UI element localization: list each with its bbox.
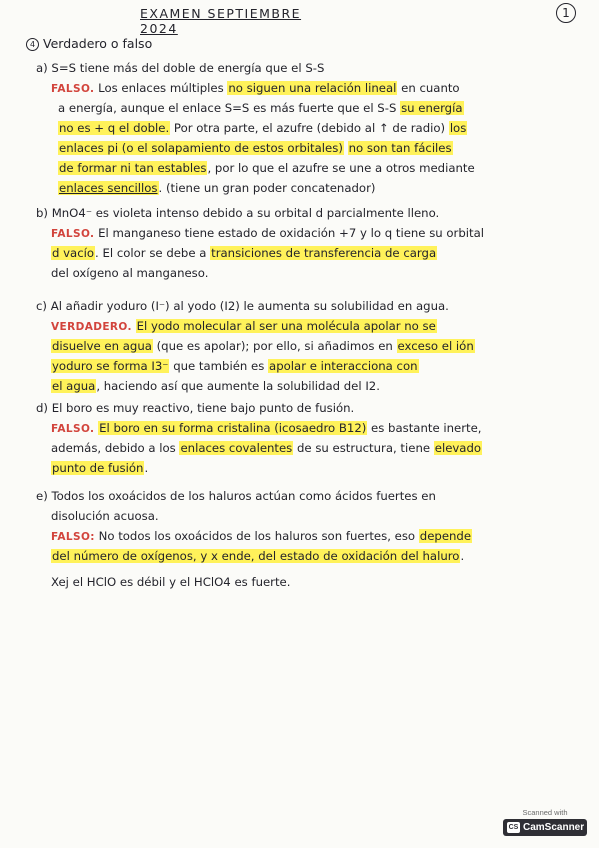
camscanner-logo-icon: CS	[508, 824, 519, 831]
answer-text: , por lo que el azufre se une a otros mediante	[207, 161, 475, 175]
answer-text: . (tiene un gran poder concatenador)	[158, 181, 376, 195]
answer-text: es bastante inerte,	[367, 421, 482, 435]
highlight: del número de oxígenos, y x ende, del estado de oxidación del haluro	[52, 549, 460, 563]
highlight: disuelve en agua	[52, 339, 152, 353]
statement: a) S=S tiene más del doble de energía que el S-S	[36, 61, 325, 75]
highlight: enlaces sencillos	[59, 181, 158, 195]
highlight: elevado	[434, 441, 482, 455]
highlight: d vacío	[52, 246, 95, 260]
item-c	[36, 296, 566, 396]
answer-text: del oxígeno al manganeso.	[51, 266, 209, 280]
page-title: EXAMEN SEPTIEMBRE 2024	[140, 6, 302, 36]
highlight: su energía	[401, 101, 463, 115]
answer-text: que también es	[169, 359, 269, 373]
item-d	[36, 398, 566, 478]
highlight: El yodo molecular al ser una molécula apolar no se	[136, 319, 436, 333]
highlight: yoduro se forma I3⁻	[52, 359, 169, 373]
highlight: depende	[419, 529, 472, 543]
highlight: enlaces covalentes	[180, 441, 293, 455]
camscanner-watermark	[503, 808, 587, 842]
highlight: apolar e interacciona con	[269, 359, 418, 373]
item-b	[36, 203, 566, 283]
answer-text: .	[460, 549, 465, 563]
answer-text: además, debido a los	[51, 441, 180, 455]
verdict: FALSO.	[51, 423, 95, 435]
watermark-caption: Scanned with	[522, 808, 568, 817]
answer-text: de su estructura, tiene	[293, 441, 434, 455]
statement: d) El boro es muy reactivo, tiene bajo punto de fusión.	[36, 401, 355, 415]
question-number: 4	[26, 38, 39, 51]
statement: e) Todos los oxoácidos de los haluros actúan como ácidos fuertes en	[36, 489, 436, 503]
answer-text: Por otra parte, el azufre (debido al ↑ de radio)	[170, 121, 449, 135]
answer-text: Xej el HClO es débil y el HClO4 es fuerte.	[51, 575, 291, 589]
statement: c) Al añadir yoduro (I⁻) al yodo (I2) le aumenta su solubilidad en agua.	[36, 299, 449, 313]
statement-continuation: disolución acuosa.	[51, 509, 159, 523]
answer-text: Los enlaces múltiples	[94, 81, 228, 95]
highlight: no siguen una relación lineal	[228, 81, 397, 95]
answer-text: en cuanto	[397, 81, 460, 95]
verdict: FALSO.	[51, 228, 95, 240]
answer-text: .	[144, 461, 149, 475]
answer-text: a energía, aunque el enlace S=S es más fuerte que el S-S	[58, 101, 401, 115]
highlight: El boro en su forma cristalina (icosaedro B12)	[99, 421, 367, 435]
highlight: los	[449, 121, 467, 135]
highlight: no son tan fáciles	[348, 141, 452, 155]
highlight: enlaces pi (o el solapamiento de estos orbitales)	[59, 141, 343, 155]
page-number: 1	[556, 3, 576, 23]
verdict: FALSO:	[51, 531, 95, 543]
highlight: exceso el ión	[397, 339, 474, 353]
answer-text: (que es apolar); por ello, si añadimos en	[152, 339, 397, 353]
statement: b) MnO4⁻ es violeta intenso debido a su orbital d parcialmente lleno.	[36, 206, 440, 220]
verdict: FALSO.	[51, 83, 95, 95]
verdict: VERDADERO.	[51, 321, 132, 333]
watermark-brand: CamScanner	[523, 822, 585, 833]
item-a	[36, 58, 566, 198]
highlight: de formar ni tan estables	[59, 161, 207, 175]
highlight: no es + q el doble.	[59, 121, 170, 135]
highlight: transiciones de transferencia de carga	[211, 246, 437, 260]
question-label: Verdadero o falso	[43, 36, 153, 51]
answer-text: . El color se debe a	[95, 246, 211, 260]
highlight: punto de fusión	[52, 461, 144, 475]
item-e	[36, 486, 566, 592]
question-heading	[26, 36, 152, 51]
answer-text: No todos los oxoácidos de los haluros son fuertes, eso	[94, 529, 419, 543]
highlight: el agua	[52, 379, 96, 393]
answer-text: El manganeso tiene estado de oxidación +7 y lo q tiene su orbital	[94, 226, 485, 240]
answer-text: , haciendo así que aumente la solubilidad del I2.	[96, 379, 380, 393]
